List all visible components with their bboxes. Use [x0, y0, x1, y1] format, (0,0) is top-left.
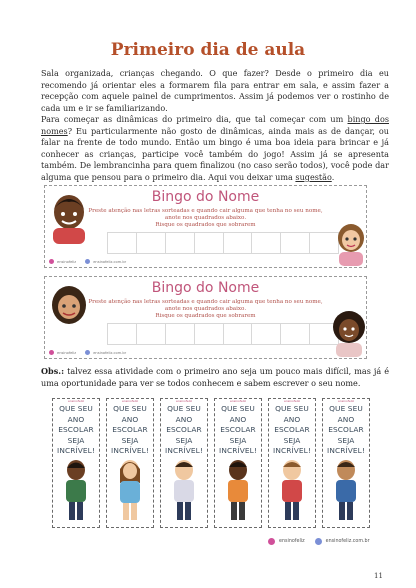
bookmark-2	[106, 398, 154, 528]
bookmark-3	[160, 398, 208, 528]
globe-icon	[85, 350, 90, 355]
instagram-icon	[49, 350, 54, 355]
bingo-instruction-2: anote nos quadrados abaixo.	[164, 306, 247, 312]
girl-illustration	[47, 279, 95, 335]
bookmark-text: QUE SEU ANO ESCOLAR SEJA INCRÍVEL!	[165, 404, 203, 456]
bookmark-text: QUE SEU ANO ESCOLAR SEJA INCRÍVEL!	[57, 404, 95, 456]
bingo-footer-instagram: ensinofeliz	[57, 259, 77, 264]
bingo-grid	[107, 232, 339, 254]
girl-illustration	[335, 220, 367, 266]
bingo-card-1	[44, 185, 367, 268]
bookmark-brand: ensinofeliz	[229, 399, 247, 403]
bookmark-4	[214, 398, 262, 528]
globe-icon	[315, 538, 322, 545]
bingo-footer	[49, 259, 126, 264]
student-illustration	[329, 457, 363, 525]
bingo-instruction-1: Preste atenção nas letras sorteadas e quando cair alguma que tenha no seu nome,	[88, 208, 323, 214]
bingo-instruction-3: Risque os quadrados que sobrarem	[155, 313, 256, 319]
boy-illustration	[47, 188, 95, 244]
page-number: 11	[374, 572, 383, 580]
bookmark-brand: ensinofeliz	[121, 399, 139, 403]
instagram-icon	[268, 538, 275, 545]
bingo-dos-nomes-link[interactable]: bingo dos nomes	[41, 114, 389, 136]
intro-text-b: ? Eu particularmente não gosto de dinâmicas, ainda mais as de dançar, ou falar na frente de todo mundo. Então um bingo é uma boa ideia para brincar e já conhecer as crianças, participe você também do jogo! Assim já se apresenta também. De lembrancinha para quem finalizou (no caso serão todos), você pode dar alguma que pensou para o primeiro dia. Aqui vou deixar uma	[41, 125, 389, 182]
bookmark-text: QUE SEU ANO ESCOLAR SEJA INCRÍVEL!	[327, 404, 365, 456]
bingo-card-2	[44, 276, 367, 359]
bookmark-1	[52, 398, 100, 528]
bookmark-text: QUE SEU ANO ESCOLAR SEJA INCRÍVEL!	[219, 404, 257, 456]
bingo-instruction-2: anote nos quadrados abaixo.	[164, 215, 247, 221]
page-title: Primeiro dia de aula	[110, 40, 306, 60]
bingo-footer	[49, 350, 126, 355]
student-illustration	[59, 457, 93, 525]
obs-text: talvez essa atividade com o primeiro ano seja um pouco mais difícil, mas já é uma oportunidade para ver se todos conhecem e sabem escrever o seu nome.	[41, 366, 389, 388]
student-illustration	[113, 457, 147, 525]
page-footer	[268, 538, 370, 545]
instagram-icon	[49, 259, 54, 264]
bookmark-5	[268, 398, 316, 528]
intro-text-c: .	[331, 171, 335, 182]
student-illustration	[167, 457, 201, 525]
bingo-grid	[107, 323, 339, 345]
footer-site[interactable]: ensinofeliz.com.br	[325, 539, 370, 544]
bingo-footer-instagram: ensinofeliz	[57, 350, 77, 355]
girl-illustration	[331, 309, 367, 357]
bookmark-brand: ensinofeliz	[283, 399, 301, 403]
bookmark-6	[322, 398, 370, 528]
bookmark-brand: ensinofeliz	[67, 399, 85, 403]
intro-paragraph-1: Sala organizada, crianças chegando. O que fazer? Desde o primeiro dia eu recomendo já orientar eles a formarem fila para entrar em sala, e assim fazer a recepção com aquele painel de cumprimentos. Assim já podemos ver o rostinho de cada um e ir se familiarizando.	[41, 68, 389, 113]
footer-instagram[interactable]: ensinofeliz	[279, 539, 305, 544]
student-illustration	[221, 457, 255, 525]
student-illustration	[275, 457, 309, 525]
bingo-instruction-3: Risque os quadrados que sobrarem	[155, 222, 256, 228]
intro-text-a: Para começar as dinâmicas do primeiro dia, que tal começar com um	[41, 114, 348, 124]
bingo-instruction-1: Preste atenção nas letras sorteadas e quando cair alguma que tenha no seu nome,	[88, 299, 323, 305]
bingo-title: Bingo do Nome	[151, 189, 260, 205]
obs-note	[41, 366, 389, 389]
bookmark-brand: ensinofeliz	[337, 399, 355, 403]
bingo-footer-site: ensinofeliz.com.br	[93, 259, 127, 264]
bookmark-text: QUE SEU ANO ESCOLAR SEJA INCRÍVEL!	[111, 404, 149, 456]
sugestao-link[interactable]: sugestão	[295, 171, 332, 182]
bingo-title: Bingo do Nome	[151, 280, 260, 296]
bingo-footer-site: ensinofeliz.com.br	[93, 350, 127, 355]
bookmark-text: QUE SEU ANO ESCOLAR SEJA INCRÍVEL!	[273, 404, 311, 456]
globe-icon	[85, 259, 90, 264]
intro-paragraph-2	[41, 114, 389, 184]
bookmark-brand: ensinofeliz	[175, 399, 193, 403]
obs-label: Obs.:	[41, 366, 65, 376]
